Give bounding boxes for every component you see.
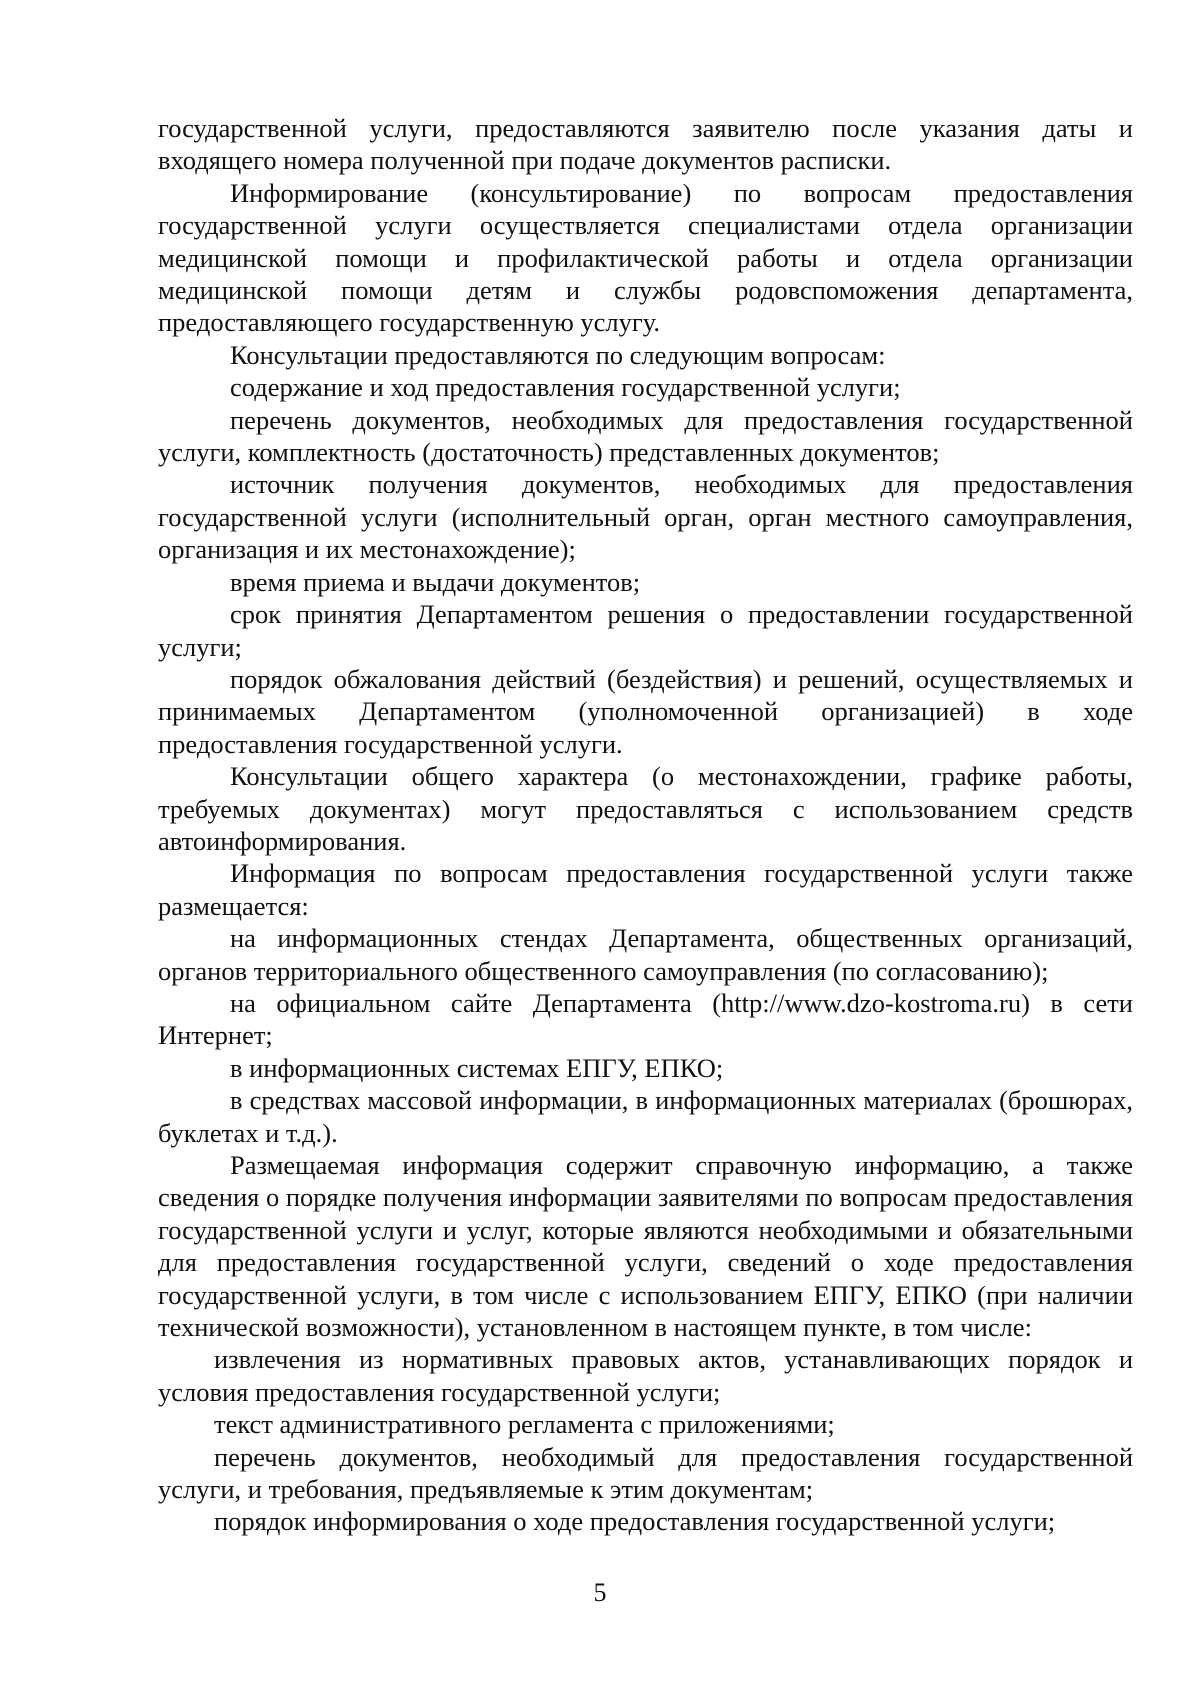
paragraph-2: Информирование (консультирование) по вопросам предоставления государственной услуги осуществляется специалистами отдела организации медицинской помощи и профилактической работы и отдела организации медицинской помощи детям и службы родовспоможения департамента, предоставляющего государственную услугу. xyxy=(158,177,1133,338)
paragraph-14: в информационных системах ЕПГУ, ЕПКО; xyxy=(230,1052,724,1083)
paragraph-12: на информационных стендах Департамента, общественных организаций, органов территориального общественного самоуправления (по согласованию); xyxy=(158,923,1133,986)
paragraph-17: извлечения из нормативных правовых актов, устанавливающих порядок и условия предоставления государственной услуги; xyxy=(158,1344,1133,1407)
page-number: 5 xyxy=(593,1578,607,1607)
paragraph-20: порядок информирования о ходе предоставления государственной услуги; xyxy=(214,1506,1056,1537)
paragraph-11: Информация по вопросам предоставления государственной услуги также размещается: xyxy=(158,858,1133,921)
paragraph-9: порядок обжалования действий (бездействия) и решений, осуществляемых и принимаемых Департаментом (уполномоченной организацией) в ходе предоставления государственной услуги. xyxy=(158,663,1133,759)
paragraph-15: в средствах массовой информации, в информационных материалах (брошюрах, буклетах и т.д.). xyxy=(158,1085,1133,1148)
paragraph-10: Консультации общего характера (о местонахождении, графике работы, требуемых документах) могут предоставляться с использованием средств автоинформирования. xyxy=(158,761,1133,856)
paragraph-7: время приема и выдачи документов; xyxy=(230,566,641,597)
document-body xyxy=(158,112,1133,1538)
paragraph-5: перечень документов, необходимых для предоставления государственной услуги, комплектность (достаточность) представленных документов; xyxy=(158,404,1133,468)
paragraph-16: Размещаемая информация содержит справочную информацию, а также сведения о порядке получения информации заявителями по вопросам предоставления государственной услуги и услуг, которые являются необходимыми и обязательными для предоставления государственной услуги, сведений о ходе предоставления государственной услуги, в том числе с использованием ЕПГУ, ЕПКО (при наличии технической возможности), установленном в настоящем пункте, в том числе: xyxy=(158,1150,1133,1343)
paragraph-4: содержание и ход предоставления государственной услуги; xyxy=(230,372,901,403)
paragraph-18: текст административного регламента с приложениями; xyxy=(214,1409,835,1440)
paragraph-13: на официальном сайте Департамента (http://www.dzo-kostroma.ru) в сети Интернет; xyxy=(158,987,1133,1051)
paragraph-19: перечень документов, необходимый для предоставления государственной услуги, и требования, предъявляемые к этим документам; xyxy=(158,1441,1133,1505)
paragraph-6: источник получения документов, необходимых для предоставления государственной услуги (исполнительный орган, орган местного самоуправления, организация и их местонахождение); xyxy=(158,469,1133,565)
paragraph-3: Консультации предоставляются по следующим вопросам: xyxy=(230,339,886,370)
paragraph-1: государственной услуги, предоставляются заявителю после указания даты и входящего номера полученной при подаче документов расписки. xyxy=(158,113,1133,176)
paragraph-8: срок принятия Департаментом решения о предоставлении государственной услуги; xyxy=(158,599,1133,662)
